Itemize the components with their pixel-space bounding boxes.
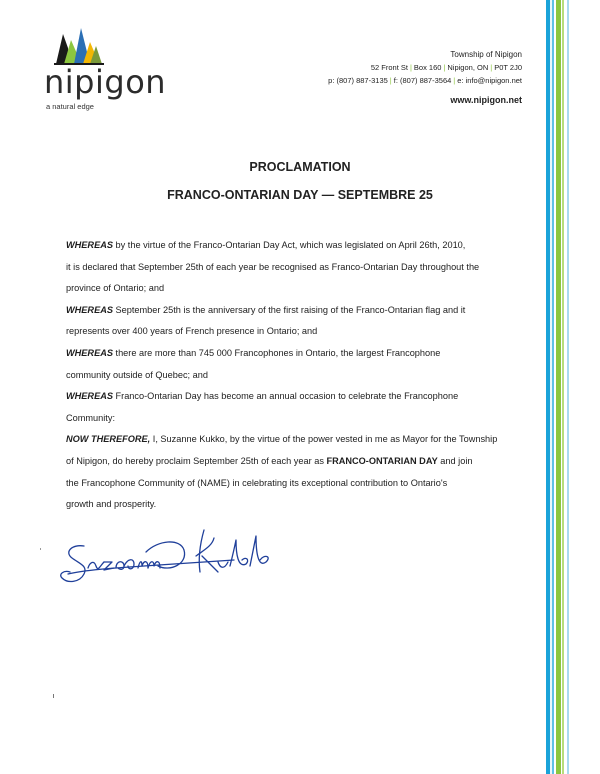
- decorative-stripe-blue: [567, 0, 569, 774]
- paragraph-line: province of Ontario; and: [66, 283, 165, 294]
- paragraph-line: by the virtue of the Franco-Ontarian Day Act, which was legislated on April 26th, 2010,: [112, 240, 466, 250]
- paragraph-line-segment: of Nipigon, do hereby proclaim September 25th of each year as: [66, 455, 327, 466]
- paragraph-line: the Francophone Community of (NAME) in celebrating its exceptional contribution to Ontario's: [66, 477, 448, 488]
- organization-name: Township of Nipigon: [450, 50, 522, 59]
- paragraph-line-segment: and join: [437, 455, 473, 466]
- website-link[interactable]: www.nipigon.net: [450, 95, 522, 105]
- scan-speck: [53, 694, 54, 698]
- whereas-paragraph: [66, 300, 536, 322]
- logo-tagline: a natural edge: [46, 102, 94, 111]
- logo-wordmark: nipigon: [44, 63, 167, 101]
- mountain-logo-icon: [54, 26, 104, 66]
- whereas-paragraph: [66, 386, 536, 408]
- separator-bar: |: [389, 76, 392, 85]
- paragraph-line: Community:: [66, 412, 116, 423]
- whereas-paragraph: [66, 235, 536, 257]
- address-box: Box 160: [413, 63, 442, 72]
- paragraph-line: Franco-Ontarian Day has become an annual occasion to celebrate the Francophone: [112, 391, 459, 402]
- contact-line: [328, 74, 522, 87]
- whereas-keyword: WHEREAS: [66, 347, 113, 358]
- letterhead-contact: [328, 48, 522, 107]
- separator-bar: |: [453, 76, 456, 85]
- paragraph-line: represents over 400 years of French presence in Ontario; and: [66, 326, 318, 337]
- paragraph-line: September 25th is the anniversary of the first raising of the Franco-Ontarian flag and it: [112, 304, 466, 315]
- address-street: 52 Front St: [370, 63, 408, 72]
- address-line: [328, 61, 522, 74]
- whereas-keyword: WHEREAS: [66, 240, 113, 250]
- whereas-keyword: WHEREAS: [66, 391, 113, 402]
- phone-number: p: (807) 887-3135: [328, 76, 388, 85]
- separator-bar: |: [490, 63, 493, 72]
- proclamation-heading: PROCLAMATION: [249, 160, 351, 174]
- nipigon-logo: [44, 26, 167, 116]
- paragraph-line: I, Suzanne Kukko, by the virtue of the power vested in me as Mayor for the Township: [150, 434, 498, 445]
- resolution-paragraph: [66, 429, 536, 451]
- decorative-stripe-green: [556, 0, 561, 774]
- scan-speck: [40, 548, 41, 550]
- fax-number: f: (807) 887-3564: [393, 76, 452, 85]
- now-therefore-keyword: NOW THEREFORE,: [66, 434, 151, 445]
- decorative-stripe-green: [562, 0, 564, 774]
- paragraph-line: [66, 451, 536, 473]
- whereas-keyword: WHEREAS: [66, 304, 113, 315]
- separator-bar: |: [443, 63, 446, 72]
- proclamation-body: [66, 235, 536, 516]
- whereas-paragraph: [66, 343, 536, 365]
- decorative-stripe-blue: [552, 0, 554, 774]
- address-city: Nipigon, ON: [447, 63, 489, 72]
- paragraph-line: there are more than 745 000 Francophones in Ontario, the largest Francophone: [112, 347, 441, 358]
- signature-icon: [54, 510, 284, 600]
- paragraph-line: community outside of Quebec; and: [66, 369, 208, 380]
- day-name-emphasis: FRANCO-ONTARIAN DAY: [326, 455, 438, 466]
- email-address: e: info@nipigon.net: [457, 76, 522, 85]
- paragraph-line: it is declared that September 25th of each year be recognised as Franco-Ontarian Day throughout the: [66, 261, 480, 272]
- mayor-signature: [54, 510, 284, 600]
- separator-bar: |: [409, 63, 412, 72]
- proclamation-subheading: FRANCO-ONTARIAN DAY — SEPTEMBRE 25: [167, 188, 433, 202]
- paragraph-line: growth and prosperity.: [66, 499, 157, 510]
- address-postal: P0T 2J0: [494, 63, 522, 72]
